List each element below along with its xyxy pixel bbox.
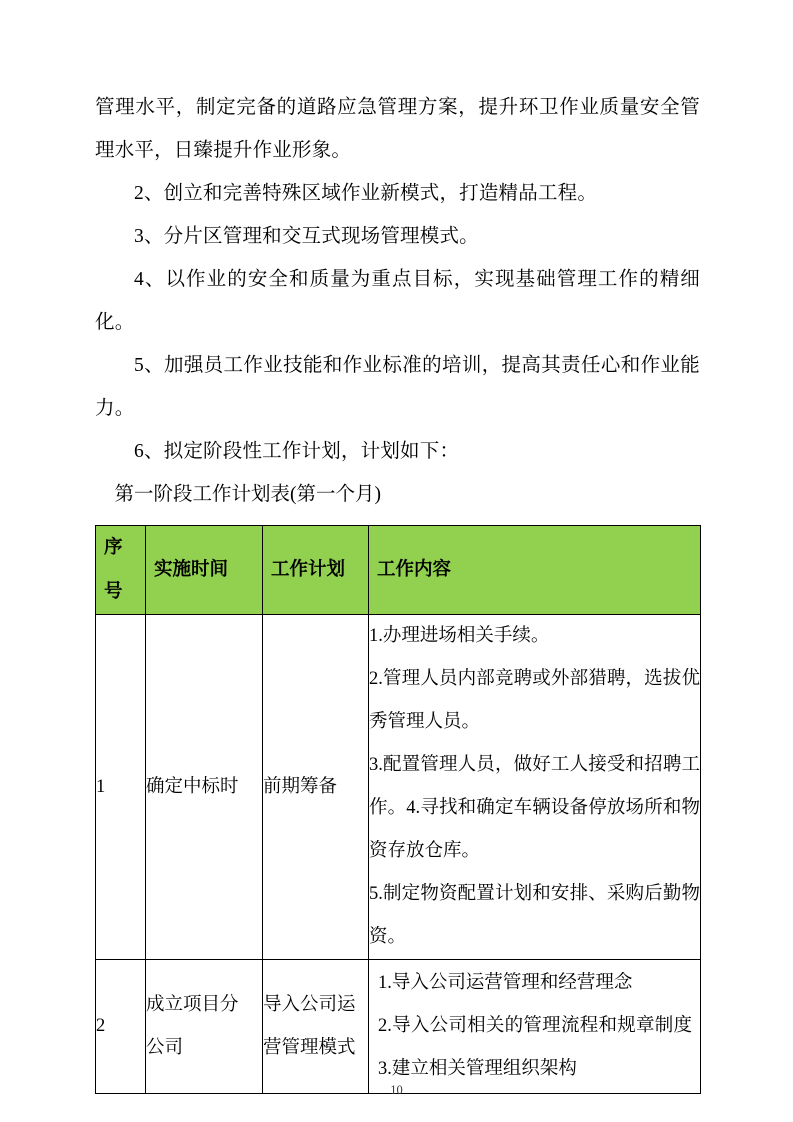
first-stage-work-plan-table	[95, 525, 701, 1094]
cell-text-line: 公司	[146, 1037, 184, 1058]
content-line: 1.导入公司运营管理和经营理念	[378, 973, 633, 993]
cell-row2-no: 2	[96, 960, 146, 1094]
paragraph-item-6: 6、拟定阶段性工作计划，计划如下：	[134, 441, 460, 462]
cell-row1-time: 确定中标时	[146, 615, 263, 960]
table-row	[96, 960, 701, 1094]
cell-row1-plan: 前期筹备	[263, 615, 369, 960]
cell-row1-no: 1	[96, 615, 146, 960]
table-header	[96, 526, 701, 615]
paragraph-item-3: 3、分片区管理和交互式现场管理模式。	[134, 226, 479, 247]
page-number: 10	[390, 1083, 403, 1097]
content-line: 2.管理人员内部竞聘或外部猎聘，选拔优秀管理人员。	[369, 669, 700, 732]
cell-row2-time	[146, 960, 263, 1094]
paragraph-item-4: 4、以作业的安全和质量为重点目标，实现基础管理工作的精细化。	[95, 269, 700, 333]
cell-row2-content	[369, 960, 701, 1094]
paragraph-item-5: 5、加强员工作业技能和作业标准的培训，提高其责任心和作业能力。	[95, 355, 700, 419]
table-row	[96, 615, 701, 960]
cell-text-line: 成立项目分	[146, 994, 239, 1015]
content-line: 1.办理进场相关手续。	[369, 626, 550, 646]
table-body	[96, 615, 701, 1094]
plan-table-container	[95, 525, 700, 1094]
content-line: 5.制定物资配置计划和安排、采购后勤物资。	[369, 884, 700, 947]
column-header-time: 实施时间	[146, 526, 263, 615]
table-caption: 第一阶段工作计划表(第一个月)	[114, 484, 381, 505]
paragraph-continuation: 管理水平，制定完备的道路应急管理方案，提升环卫作业质量安全管理水平，日臻提升作业形象。	[95, 97, 700, 161]
cell-text-line: 营管理模式	[263, 1037, 356, 1058]
column-header-content: 工作内容	[369, 526, 701, 615]
column-header-no: 序号	[96, 526, 146, 615]
content-line: 3.配置管理人员，做好工人接受和招聘工作。4.寻找和确定车辆设备停放场所和物资存放仓库。	[369, 755, 700, 861]
cell-row2-plan	[263, 960, 369, 1094]
page-content	[95, 86, 700, 1094]
content-line: 2.导入公司相关的管理流程和规章制度 3.建立相关管理组织架构	[378, 1016, 692, 1079]
column-header-plan: 工作计划	[263, 526, 369, 615]
table-header-row	[96, 526, 701, 615]
paragraph-item-2: 2、创立和完善特殊区域作业新模式，打造精品工程。	[134, 183, 598, 204]
cell-text-line: 导入公司运	[263, 994, 356, 1015]
cell-row1-content	[369, 615, 701, 960]
